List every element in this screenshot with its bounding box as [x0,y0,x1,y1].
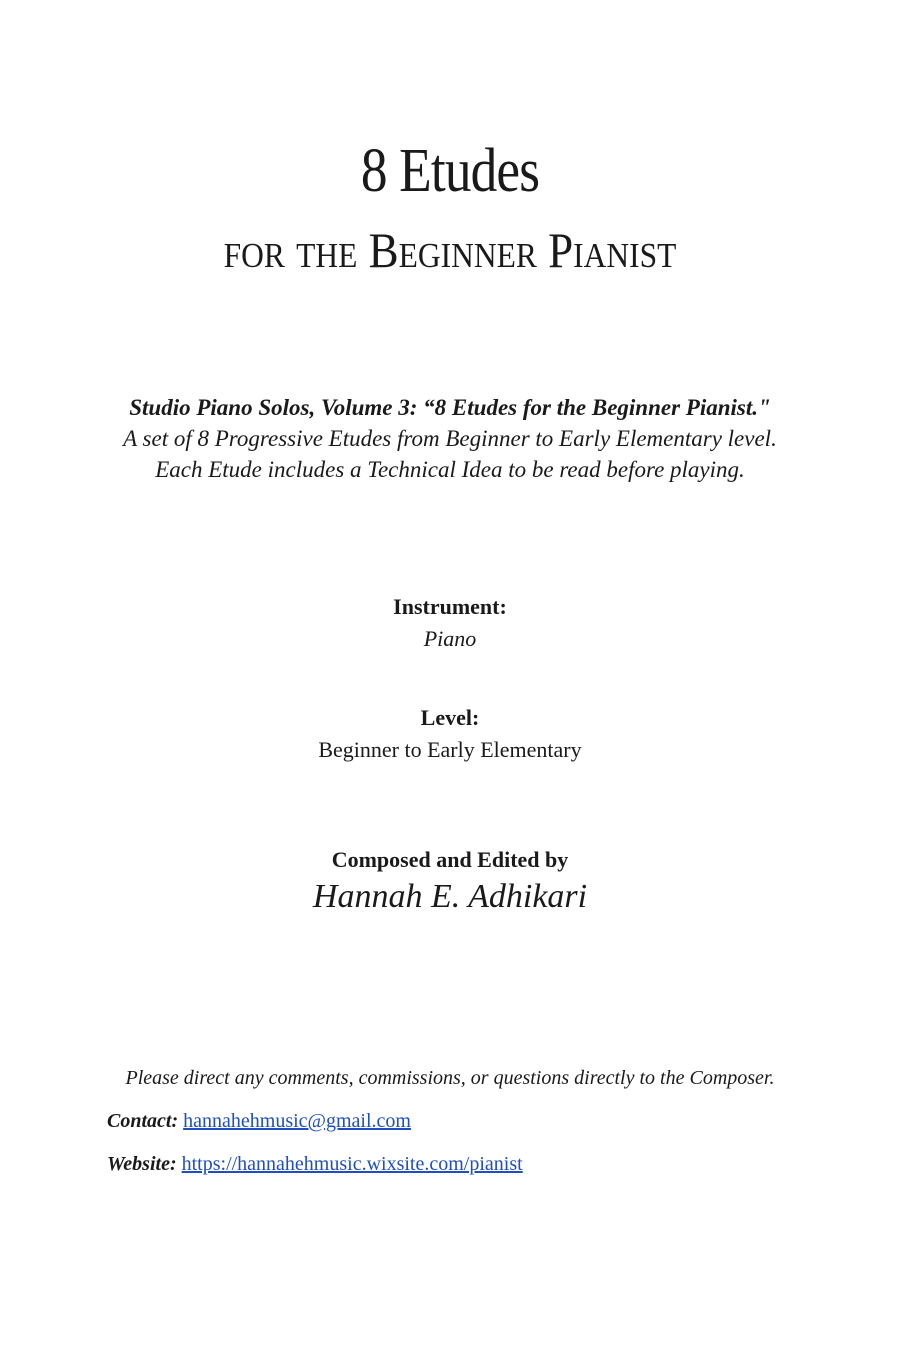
subtitle-part: for the [223,222,369,278]
description [0,392,900,485]
instrument-value: Piano [423,626,477,651]
contact-label: Contact: [107,1110,179,1132]
instrument-label: Instrument: [393,594,507,619]
contact-email-link[interactable]: hannahehmusic@gmail.com [183,1110,411,1132]
description-lead: Studio Piano Solos, Volume 3: “8 Etudes for the Beginner Pianist." [129,395,771,420]
instrument-section [0,592,900,656]
credits-label: Composed and Edited by [331,847,569,872]
subtitle-part: eginner [398,222,549,278]
subtitle-cap: P [548,222,574,278]
website-line [107,1150,523,1178]
subtitle-cap: B [368,222,399,278]
document-subtitle [45,218,855,282]
document-title: 8 Etudes [360,137,540,205]
description-line: A set of 8 Progressive Etudes from Beginner to Early Elementary level. [123,426,777,451]
description-line: Each Etude includes a Technical Idea to be read before playing. [155,457,745,482]
footer-note: Please direct any comments, commissions, or questions directly to the Composer. [125,1067,775,1089]
level-section [0,703,900,767]
composer-name: Hannah E. Adhikari [312,878,588,915]
website-link[interactable]: https://hannahehmusic.wixsite.com/pianist [181,1153,523,1175]
level-label: Level: [420,705,480,730]
level-value: Beginner to Early Elementary [318,737,582,762]
subtitle-part: ianist [573,222,677,278]
contact-line [107,1107,411,1135]
credits-section [0,845,900,919]
website-label: Website: [107,1153,177,1175]
